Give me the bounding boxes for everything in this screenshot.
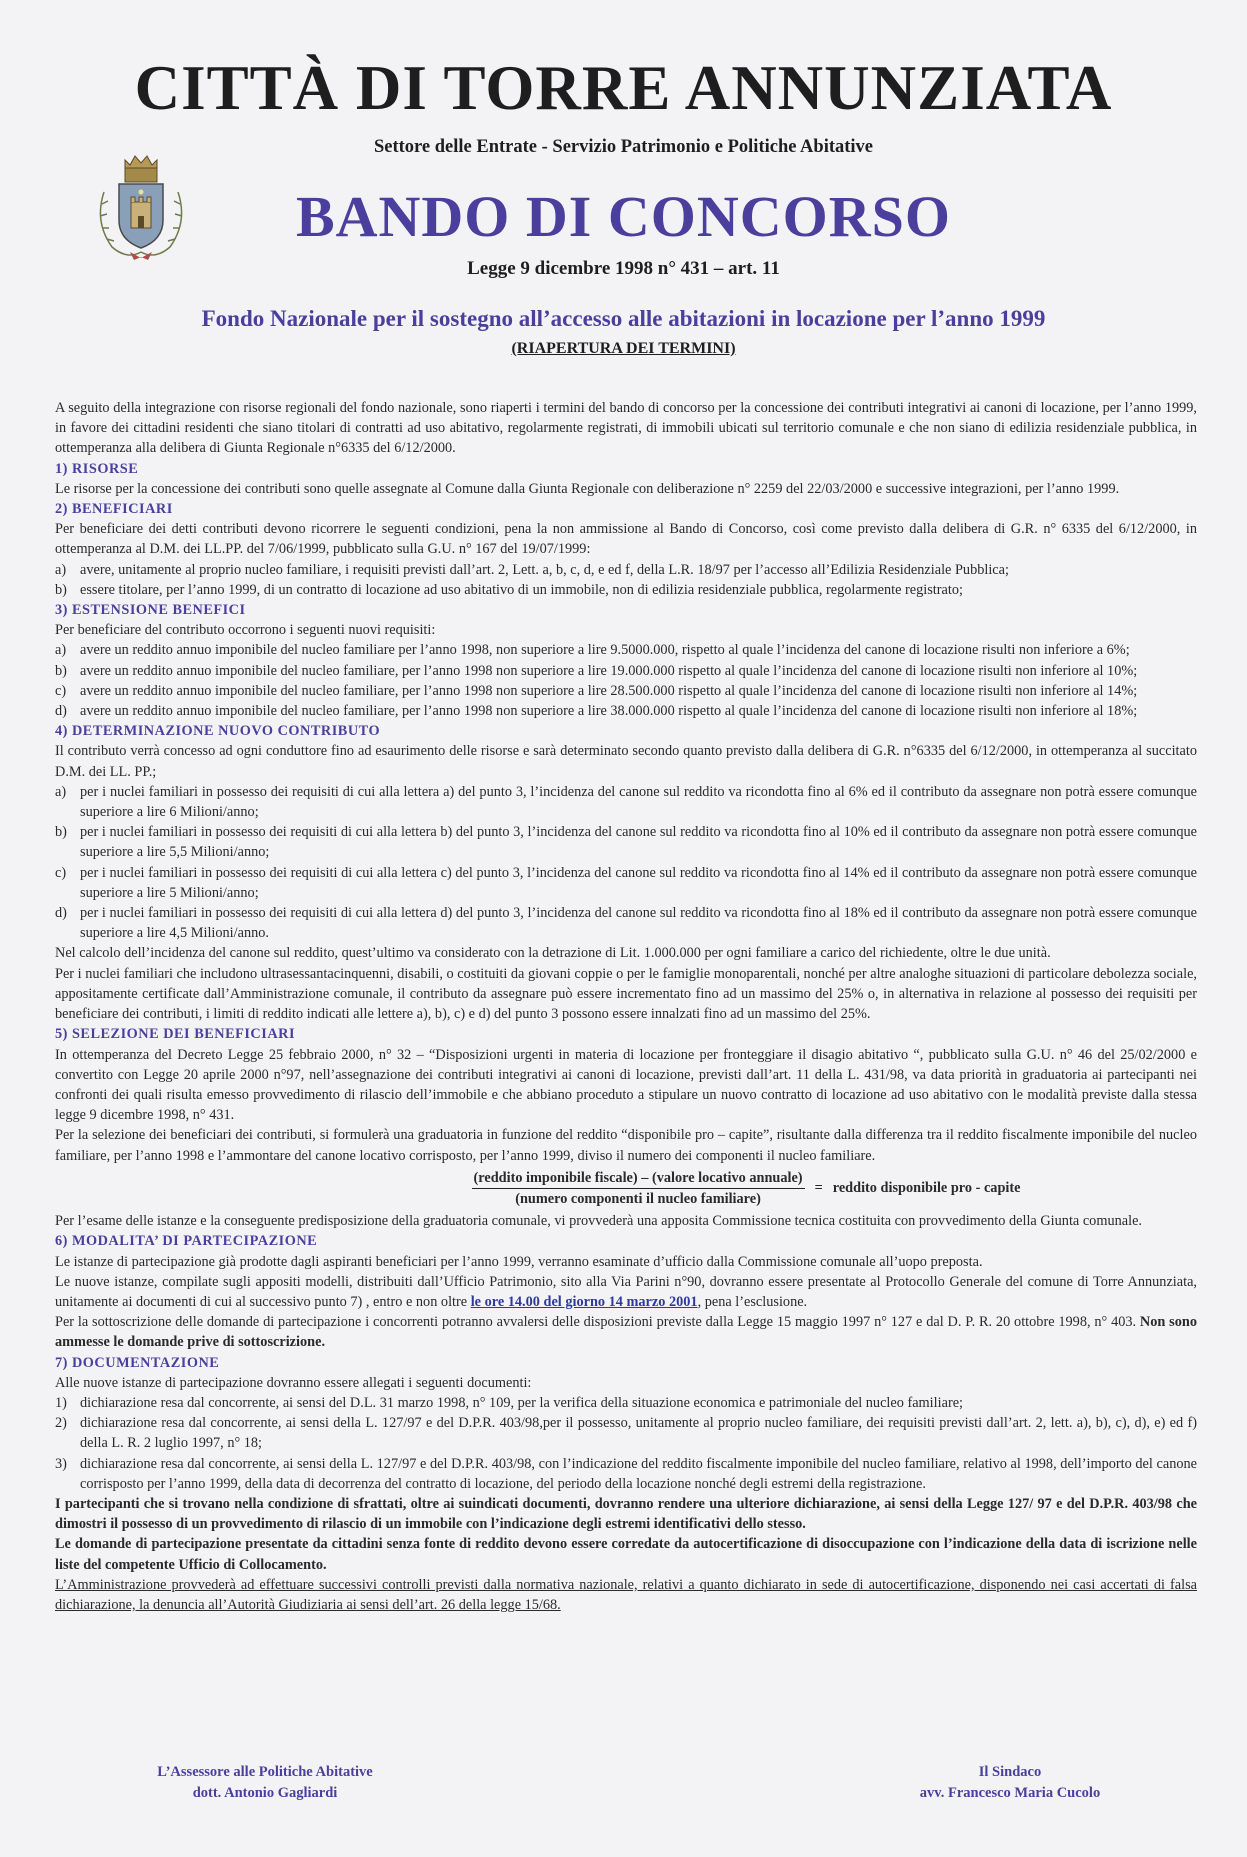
list-item (55, 863, 1197, 903)
reopening-note: (RIAPERTURA DEI TERMINI) (511, 340, 736, 357)
list-item (55, 661, 1197, 681)
page-title: BANDO DI CONCORSO (295, 184, 952, 249)
deadline: le ore 14.00 del giorno 14 marzo 2001 (470, 1293, 698, 1310)
list-item (55, 1393, 1197, 1413)
item-marker: c) (55, 864, 67, 881)
item-text: per i nuclei familiari in possesso dei requisiti di cui alla lettera d) del punto 3, l’incidenza del canone sul reddito va ricondotta fino al 18% ed il contributo da assegnare non potrà essere comunque superiore a lire 4,5 Milioni/anno. (80, 905, 1197, 942)
section-heading: 7) DOCUMENTAZIONE (55, 1354, 220, 1371)
item-text: per i nuclei familiari in possesso dei requisiti di cui alla lettera b) del punto 3, l’incidenza del canone sul reddito va ricondotta fino al 10% ed il contributo da assegnare non potrà essere comunque superiore a lire 5,5 Milioni/anno; (80, 824, 1197, 861)
section-heading: 2) BENEFICIARI (55, 501, 173, 518)
law-reference: Legge 9 dicembre 1998 n° 431 – art. 11 (467, 258, 780, 279)
item-marker: d) (55, 905, 67, 922)
paragraph: Alle nuove istanze di partecipazione dovranno essere allegati i seguenti documenti: (55, 1374, 532, 1391)
item-text: avere un reddito annuo imponibile del nucleo familiare, per l’anno 1998 non superiore a lire 38.000.000 rispetto al quale l’incidenza del canone di locazione risulti non inferiore al 18%; (80, 703, 1138, 720)
list-item (55, 1454, 1197, 1494)
section-heading: 6) MODALITA’ DI PARTECIPAZIONE (55, 1233, 318, 1250)
item-text: dichiarazione resa dal concorrente, ai sensi della L. 127/97 e del D.P.R. 403/98, con l’indicazione del reddito fiscalmente imponibile del nucleo familiare, relativo al 1998, dell’importo del canone corrisposto per l’anno 1999, della data di decorrenza del contratto di locazione, del periodo della locazione nonché degli estremi della registrazione. (80, 1455, 1197, 1492)
evicted-note: I partecipanti che si trovano nella condizione di sfrattati, oltre ai suindicati documenti, dovranno rendere una ulteriore dichiarazione, ai sensi della Legge 127/ 97 e del D.P.R. 403/98 che dimostri il possesso di un provvedimento di rilascio di un immobile con l’indicazione degli estremi identificativi dello stesso. (55, 1495, 1197, 1533)
paragraph: Il contributo verrà concesso ad ogni conduttore fino ad esaurimento delle risorse e sarà determinato secondo quanto previsto dalla delibera di G.R. n°6335 del 6/12/2000, in ottemperanza al succitato D.M. dei LL. PP.; (55, 743, 1197, 780)
list-item (55, 903, 1197, 943)
list-item (55, 822, 1197, 862)
list-item (55, 640, 1197, 660)
notice-body (55, 398, 1197, 1615)
paragraph: Nel calcolo dell’incidenza del canone sul reddito, quest’ultimo va considerato con la detrazione di Lit. 1.000.000 per ogni familiare a carico del richiedente, oltre le due unità. (55, 945, 1051, 962)
section-heading: 5) SELEZIONE DEI BENEFICIARI (55, 1026, 296, 1043)
formula-denominator: (numero componenti il nucleo familiare) (515, 1190, 761, 1207)
item-marker: b) (55, 581, 67, 598)
list-item (55, 681, 1197, 701)
item-marker: 3) (55, 1455, 67, 1472)
paragraph: Per la selezione dei beneficiari dei contributi, si formulerà una graduatoria in funzione del reddito “disponibile pro – capite”, risultante dalla differenza tra il reddito fiscalmente imponibile del nucleo familiare, per l’anno 1998 e l’ammontare del canone locativo corrisposto, per l’anno 1999, diviso il numero dei componenti il nucleo familiare. (55, 1127, 1197, 1164)
paragraph: Per beneficiare dei detti contributi devono ricorrere le seguenti condizioni, pena la non ammissione al Bando di Concorso, così come previsto dalla delibera di G.R. n° 6335 del 6/12/2000, in ottemperanza al D.M. dei LL.PP. del 7/06/1999, pubblicato sulla G.U. n° 167 del 19/07/1999: (55, 521, 1197, 558)
text-run: Per la sottoscrizione delle domande di partecipazione i concorrenti potranno avvalersi delle disposizioni previste dalla Legge 15 maggio 1997 n° 127 e dal D. P. R. 20 ottobre 1998, n° 403. (55, 1314, 1137, 1331)
signature-name: avv. Francesco Maria Cucolo (919, 1785, 1101, 1801)
item-text: per i nuclei familiari in possesso dei requisiti di cui alla lettera c) del punto 3, l’incidenza del canone sul reddito va ricondotta fino al 14% ed il contributo da assegnare non potrà essere comunque superiore a lire 5 Milioni/anno; (80, 864, 1197, 901)
paragraph: In ottemperanza del Decreto Legge 25 febbraio 2000, n° 32 – “Disposizioni urgenti in materia di locazione per fronteggiare il disagio abitativo “, pubblicato sulla G.U. n° 46 del 25/02/2000 e convertito con Legge 20 aprile 2000 n°97, nell’assegnazione dei contributi integrativi ai canoni di locazione, previsti dall’art. 11 della L. 431/98, va data priorità in graduatoria ai partecipanti nei confronti dei quali risulta emesso provvedimento di rilascio dell’immobile e che abbiano proceduto a stipulare un nuovo contratto di locazione ad uso abitativo con le modalità previste dalla stessa legge 9 dicembre 1998, n° 431. (55, 1046, 1197, 1124)
paragraph (55, 1272, 1197, 1312)
item-text: dichiarazione resa dal concorrente, ai sensi della L. 127/97 e del D.P.R. 403/98,per il possesso, unitamente al proprio nucleo familiare, dei requisiti previsti dall’art. 2, lett. a), b), c), d), e) ed f) della L. R. 2 luglio 1997, n° 18; (80, 1415, 1197, 1452)
item-marker: b) (55, 662, 67, 679)
city-name: CITTÀ DI TORRE ANNUNZIATA (134, 53, 1113, 123)
signature-role: L’Assessore alle Politiche Abitative (157, 1764, 373, 1780)
no-income-note: Le domande di partecipazione presentate da cittadini senza fonte di reddito devono essere corredate da autocertificazione di disoccupazione con l’indicazione della data di iscrizione nelle liste del competente Ufficio di Collocamento. (55, 1536, 1197, 1573)
section-heading: 3) ESTENSIONE BENEFICI (55, 602, 246, 619)
item-text: avere un reddito annuo imponibile del nucleo familiare per l’anno 1998, non superiore a lire 9.5000.000, rispetto al quale l’incidenza del canone di locazione risulti non inferiore a 6%; (80, 642, 1130, 659)
list-item (55, 701, 1197, 721)
signature-role: Il Sindaco (978, 1764, 1042, 1780)
text-run: Le nuove istanze, compilate sugli appositi modelli, distribuiti dall’Ufficio Patrimonio, sito alla Via Parini n°90, dovranno essere presentate al Protocollo Generale del comune di Torre Annunziata, unitamente ai documenti di cui al successivo punto 7) , entro e non oltre (55, 1273, 1197, 1310)
list-item (55, 560, 1197, 580)
section-heading: 1) RISORSE (55, 460, 139, 477)
item-text: avere un reddito annuo imponibile del nucleo familiare, per l’anno 1998 non superiore a lire 19.000.000 rispetto al quale l’incidenza del canone di locazione risulti non inferiore al 10%; (80, 662, 1138, 679)
formula-equals: = (814, 1180, 823, 1197)
item-text: avere un reddito annuo imponibile del nucleo familiare, per l’anno 1998 non superiore a lire 28.500.000 rispetto al quale l’incidenza del canone di locazione risulti non inferiore al 14%; (80, 682, 1138, 699)
formula (295, 1168, 1197, 1209)
paragraph: Per l’esame delle istanze e la conseguente predisposizione della graduatoria comunale, vi provvederà una apposita Commissione tecnica costituita con provvedimento della Giunta comunale. (55, 1213, 1142, 1230)
item-marker: 1) (55, 1394, 67, 1411)
item-marker: a) (55, 783, 67, 800)
item-marker: a) (55, 642, 67, 659)
text-run: , pena l’esclusione. (697, 1293, 808, 1310)
fund-subtitle: Fondo Nazionale per il sostegno all’accesso alle abitazioni in locazione per l’anno 1999 (201, 306, 1046, 331)
section-heading: 4) DETERMINAZIONE NUOVO CONTRIBUTO (55, 723, 381, 740)
item-marker: b) (55, 824, 67, 841)
mayor-signature (860, 1762, 1160, 1804)
item-text: avere, unitamente al proprio nucleo familiare, i requisiti previsti dall’art. 2, Lett. a, b, c, d, e ed f, della L.R. 18/97 per l’accesso all’Edilizia Residenziale Pubblica; (80, 561, 1009, 578)
intro-paragraph: A seguito della integrazione con risorse regionali del fondo nazionale, sono riaperti i termini del bando di concorso per la concessione dei contributi integrativi ai canoni di locazione, per l’anno 1999, in favore dei cittadini residenti che siano titolari di contratti ad uso abitativo, regolarmente registrati, di immobili ubicati sul territorio comunale e che non siano di edilizia residenziale pubblica, in ottemperanza alla delibera di Giunta Regionale n°6335 del 6/12/2000. (55, 400, 1197, 457)
list-item (55, 1413, 1197, 1453)
list-item (55, 782, 1197, 822)
formula-result: reddito disponibile pro - capite (832, 1180, 1021, 1197)
item-text: essere titolare, per l’anno 1999, di un contratto di locazione ad uso abitativo di un immobile, non di edilizia residenziale pubblica, regolarmente registrato; (80, 581, 963, 598)
item-text: per i nuclei familiari in possesso dei requisiti di cui alla lettera a) del punto 3, l’incidenza del canone sul reddito va ricondotta fino al 6% ed il contributo da assegnare non potrà essere comunque superiore a lire 6 Milioni/anno; (80, 783, 1197, 821)
formula-fraction (472, 1168, 805, 1209)
signature-name: dott. Antonio Gagliardi (192, 1785, 338, 1801)
item-marker: c) (55, 682, 67, 699)
paragraph (55, 1312, 1197, 1352)
assessor-signature (110, 1762, 420, 1804)
paragraph: Per beneficiare del contributo occorrono i seguenti nuovi requisiti: (55, 622, 436, 639)
item-marker: a) (55, 561, 67, 578)
item-marker: 2) (55, 1415, 67, 1432)
signature-requirement: Non sono ammesse le domande prive di sottoscrizione. (55, 1314, 1197, 1351)
item-marker: d) (55, 703, 67, 720)
controls-note: L’Amministrazione provvederà ad effettuare successivi controlli previsti dalla normativa nazionale, relativi a quanto dichiarato in sede di autocertificazione, disponendo nei casi accertati di falsa dichiarazione, la denuncia all’Autorità Giudiziaria ai sensi dell’art. 26 della legge 15/68. (55, 1576, 1197, 1613)
paragraph: Le istanze di partecipazione già prodotte dagli aspiranti beneficiari per l’anno 1999, verranno esaminate d’ufficio dalla Commissione comunale all’uopo preposta. (55, 1253, 983, 1270)
item-text: dichiarazione resa dal concorrente, ai sensi del D.L. 31 marzo 1998, n° 109, per la verifica della situazione economica e patrimoniale del nucleo familiare; (80, 1394, 964, 1411)
paragraph: Per i nuclei familiari che includono ultrasessantacinquenni, disabili, o costituiti da giovani coppie o per le famiglie monoparentali, nonché per altre analoghe situazioni di particolare debolezza sociale, appositamente certificate dall’Amministrazione comunale, il contributo da assegnare può essere incrementato fino ad un massimo del 25% o, in alternativa in relazione al possesso dei requisiti per beneficiare dei contributi, i limiti di reddito indicati alle lettere a), b), c) e d) del punto 3 possono essere innalzati fino ad un massimo del 25%. (55, 965, 1197, 1023)
paragraph: Le risorse per la concessione dei contributi sono quelle assegnate al Comune dalla Giunta Regionale con deliberazione n° 2259 del 22/03/2000 e successive integrazioni, per l’anno 1999. (55, 480, 1120, 497)
formula-numerator: (reddito imponibile fiscale) – (valore locativo annuale) (472, 1168, 805, 1189)
department-name: Settore delle Entrate - Servizio Patrimonio e Politiche Abitative (373, 137, 874, 157)
list-item (55, 580, 1197, 600)
